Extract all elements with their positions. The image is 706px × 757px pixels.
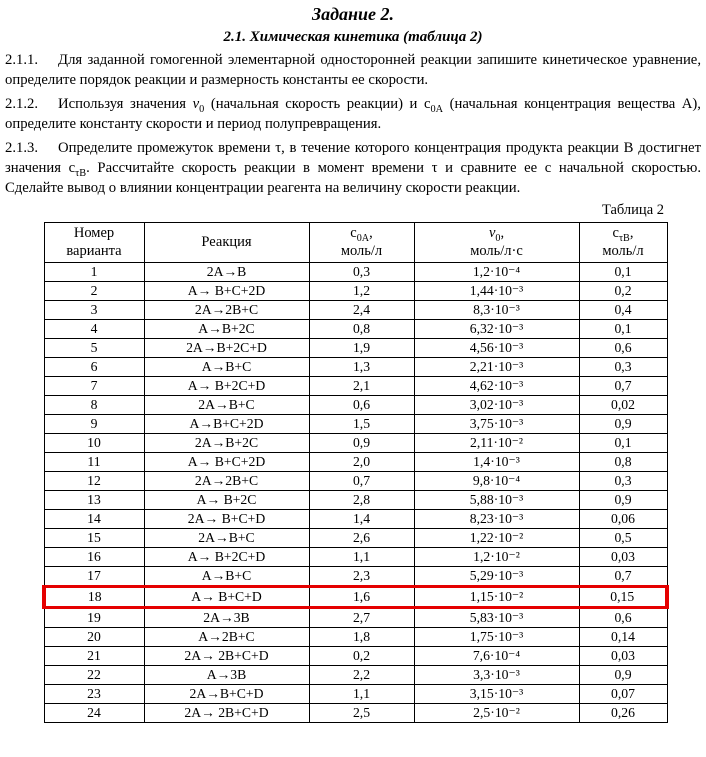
cell-ctb: 0,6 — [579, 608, 667, 628]
cell-c0a: 2,4 — [309, 301, 414, 320]
cell-ctb: 0,5 — [579, 529, 667, 548]
cell-ctb: 0,4 — [579, 301, 667, 320]
table-row — [44, 510, 667, 529]
cell-reaction: A→ B+C+D — [144, 587, 309, 608]
cell-v0: 1,4·10⁻³ — [414, 453, 579, 472]
cell-variant-number: 17 — [44, 567, 144, 587]
cell-ctb: 0,07 — [579, 685, 667, 704]
cell-reaction: 2A→2B+C — [144, 301, 309, 320]
table-row — [44, 301, 667, 320]
cell-v0: 7,6·10⁻⁴ — [414, 647, 579, 666]
cell-variant-number: 4 — [44, 320, 144, 339]
cell-c0a: 1,2 — [309, 282, 414, 301]
cell-variant-number: 5 — [44, 339, 144, 358]
cell-v0: 5,88·10⁻³ — [414, 491, 579, 510]
paragraph-2-1-3 — [5, 139, 701, 199]
cell-reaction: A→3B — [144, 666, 309, 685]
cell-c0a: 2,1 — [309, 377, 414, 396]
section-title: 2.1. Химическая кинетика (таблица 2) — [223, 28, 483, 45]
cell-c0a: 2,3 — [309, 567, 414, 587]
cell-variant-number: 18 — [44, 587, 144, 608]
cell-reaction: A→ B+2C+D — [144, 548, 309, 567]
cell-reaction: 2A→B+C — [144, 529, 309, 548]
col-header-v0-symbol: $v_0$, — [488, 224, 505, 244]
col-header-c0a — [309, 222, 414, 262]
cell-v0: 5,83·10⁻³ — [414, 608, 579, 628]
cell-variant-number: 15 — [44, 529, 144, 548]
table-row — [44, 647, 667, 666]
paragraph-2-1-2 — [5, 95, 701, 135]
table-row — [44, 628, 667, 647]
cell-c0a: 1,8 — [309, 628, 414, 647]
col-header-c0a-symbol: $c_{0A}$, — [350, 224, 373, 244]
table-row — [44, 282, 667, 301]
table-row — [44, 587, 667, 608]
table-row — [44, 608, 667, 628]
table-row — [44, 491, 667, 510]
cell-ctb: 0,1 — [579, 320, 667, 339]
cell-c0a: 2,0 — [309, 453, 414, 472]
cell-variant-number: 1 — [44, 263, 144, 282]
col-header-ctb-units: моль/л — [602, 242, 644, 259]
table-row — [44, 567, 667, 587]
cell-ctb: 0,14 — [579, 628, 667, 647]
cell-reaction: A→2B+C — [144, 628, 309, 647]
cell-variant-number: 9 — [44, 415, 144, 434]
table-row — [44, 472, 667, 491]
cell-reaction: 2A→2B+C — [144, 472, 309, 491]
doc-title: Задание 2. — [311, 4, 395, 24]
cell-variant-number: 24 — [44, 704, 144, 723]
paragraph-number: 2.1.3. — [5, 139, 39, 156]
cell-v0: 3,3·10⁻³ — [414, 666, 579, 685]
cell-variant-number: 3 — [44, 301, 144, 320]
table-body — [44, 263, 667, 723]
col-header-variant: Номер варианта — [44, 222, 144, 262]
cell-ctb: 0,7 — [579, 377, 667, 396]
cell-c0a: 1,4 — [309, 510, 414, 529]
paragraph-text: Используя значения $v_0$ (начальная скорость реакции) и $c_{0A}$ (начальная концентрация вещества A), определите константу скорости и период полупревращения. — [5, 95, 701, 132]
table-row — [44, 320, 667, 339]
cell-ctb: 0,15 — [579, 587, 667, 608]
cell-ctb: 0,7 — [579, 567, 667, 587]
cell-reaction: 2A→ 2B+C+D — [144, 647, 309, 666]
cell-reaction: A→ B+2C — [144, 491, 309, 510]
table-row — [44, 548, 667, 567]
table-row — [44, 704, 667, 723]
cell-v0: 6,32·10⁻³ — [414, 320, 579, 339]
cell-ctb: 0,3 — [579, 472, 667, 491]
cell-c0a: 1,6 — [309, 587, 414, 608]
cell-c0a: 2,5 — [309, 704, 414, 723]
cell-c0a: 1,9 — [309, 339, 414, 358]
cell-ctb: 0,2 — [579, 282, 667, 301]
paragraph-number: 2.1.2. — [5, 95, 39, 112]
cell-reaction: 2A→ 2B+C+D — [144, 704, 309, 723]
cell-ctb: 0,1 — [579, 434, 667, 453]
table-header-row — [44, 222, 667, 262]
cell-variant-number: 21 — [44, 647, 144, 666]
cell-variant-number: 13 — [44, 491, 144, 510]
cell-v0: 2,21·10⁻³ — [414, 358, 579, 377]
cell-c0a: 1,1 — [309, 548, 414, 567]
cell-c0a: 0,3 — [309, 263, 414, 282]
cell-ctb: 0,6 — [579, 339, 667, 358]
cell-c0a: 2,6 — [309, 529, 414, 548]
table-row — [44, 666, 667, 685]
cell-v0: 4,56·10⁻³ — [414, 339, 579, 358]
cell-c0a: 0,9 — [309, 434, 414, 453]
cell-v0: 8,3·10⁻³ — [414, 301, 579, 320]
cell-v0: 1,2·10⁻² — [414, 548, 579, 567]
table-row — [44, 339, 667, 358]
cell-v0: 1,15·10⁻² — [414, 587, 579, 608]
col-header-v0-units: моль/л·с — [470, 242, 523, 259]
cell-v0: 1,22·10⁻² — [414, 529, 579, 548]
table-row — [44, 434, 667, 453]
table-row — [44, 415, 667, 434]
table-row — [44, 685, 667, 704]
cell-ctb: 0,9 — [579, 415, 667, 434]
col-header-ctb — [579, 222, 667, 262]
cell-ctb: 0,26 — [579, 704, 667, 723]
cell-reaction: 2A→3B — [144, 608, 309, 628]
cell-reaction: A→ B+C+2D — [144, 282, 309, 301]
cell-c0a: 1,3 — [309, 358, 414, 377]
cell-variant-number: 11 — [44, 453, 144, 472]
cell-reaction: 2A→B — [144, 263, 309, 282]
paragraph-2-1-1 — [5, 51, 701, 91]
table-row — [44, 263, 667, 282]
cell-variant-number: 23 — [44, 685, 144, 704]
cell-ctb: 0,03 — [579, 647, 667, 666]
cell-variant-number: 19 — [44, 608, 144, 628]
cell-ctb: 0,06 — [579, 510, 667, 529]
cell-ctb: 0,1 — [579, 263, 667, 282]
table-row — [44, 377, 667, 396]
cell-v0: 1,44·10⁻³ — [414, 282, 579, 301]
cell-c0a: 2,8 — [309, 491, 414, 510]
cell-v0: 1,2·10⁻⁴ — [414, 263, 579, 282]
cell-c0a: 1,1 — [309, 685, 414, 704]
cell-variant-number: 16 — [44, 548, 144, 567]
cell-variant-number: 2 — [44, 282, 144, 301]
paragraph-number: 2.1.1. — [5, 51, 39, 68]
cell-reaction: A→B+2C — [144, 320, 309, 339]
kinetics-table — [42, 222, 669, 723]
cell-variant-number: 14 — [44, 510, 144, 529]
cell-ctb: 0,9 — [579, 666, 667, 685]
cell-reaction: 2A→B+C — [144, 396, 309, 415]
cell-ctb: 0,02 — [579, 396, 667, 415]
cell-reaction: 2A→B+2C — [144, 434, 309, 453]
cell-v0: 4,62·10⁻³ — [414, 377, 579, 396]
cell-ctb: 0,3 — [579, 358, 667, 377]
cell-c0a: 2,2 — [309, 666, 414, 685]
cell-variant-number: 7 — [44, 377, 144, 396]
col-header-v0 — [414, 222, 579, 262]
cell-reaction: A→ B+2C+D — [144, 377, 309, 396]
cell-c0a: 1,5 — [309, 415, 414, 434]
table-row — [44, 453, 667, 472]
cell-reaction: 2A→ B+C+D — [144, 510, 309, 529]
cell-v0: 8,23·10⁻³ — [414, 510, 579, 529]
cell-ctb: 0,9 — [579, 491, 667, 510]
paragraph-text: Определите промежуток времени τ, в течение которого концентрация продукта реакции B достигнет значения $c_{\tau B}$. Рассчитайте скорость реакции в момент времени τ и сравните ее с начальной скоростью. Сделайте вывод о влиянии концентрации реагента на величину скорости реакции. — [5, 139, 702, 196]
col-header-c0a-units: моль/л — [340, 242, 383, 259]
table-caption: Таблица 2 — [601, 202, 664, 219]
cell-reaction: A→B+C+2D — [144, 415, 309, 434]
cell-v0: 1,75·10⁻³ — [414, 628, 579, 647]
cell-variant-number: 10 — [44, 434, 144, 453]
cell-v0: 9,8·10⁻⁴ — [414, 472, 579, 491]
cell-ctb: 0,03 — [579, 548, 667, 567]
cell-c0a: 0,2 — [309, 647, 414, 666]
cell-reaction: A→B+C — [144, 358, 309, 377]
cell-c0a: 0,6 — [309, 396, 414, 415]
cell-c0a: 0,8 — [309, 320, 414, 339]
cell-reaction: A→ B+C+2D — [144, 453, 309, 472]
cell-variant-number: 12 — [44, 472, 144, 491]
paragraph-text: Для заданной гомогенной элементарной односторонней реакции запишите кинетическое уравнение, определите порядок реакции и размерность константы ее скорости. — [5, 51, 701, 88]
table-row — [44, 358, 667, 377]
cell-variant-number: 6 — [44, 358, 144, 377]
cell-ctb: 0,8 — [579, 453, 667, 472]
table-row — [44, 529, 667, 548]
col-header-ctb-symbol: $c_{\tau B}$, — [612, 224, 634, 244]
cell-variant-number: 8 — [44, 396, 144, 415]
table-row — [44, 396, 667, 415]
cell-v0: 3,75·10⁻³ — [414, 415, 579, 434]
cell-v0: 5,29·10⁻³ — [414, 567, 579, 587]
cell-v0: 3,02·10⁻³ — [414, 396, 579, 415]
cell-variant-number: 20 — [44, 628, 144, 647]
cell-reaction: 2A→B+2C+D — [144, 339, 309, 358]
cell-v0: 3,15·10⁻³ — [414, 685, 579, 704]
cell-reaction: 2A→B+C+D — [144, 685, 309, 704]
table-section — [42, 202, 665, 723]
cell-variant-number: 22 — [44, 666, 144, 685]
cell-reaction: A→B+C — [144, 567, 309, 587]
cell-c0a: 0,7 — [309, 472, 414, 491]
cell-v0: 2,11·10⁻² — [414, 434, 579, 453]
col-header-reaction: Реакция — [144, 222, 309, 262]
cell-v0: 2,5·10⁻² — [414, 704, 579, 723]
cell-c0a: 2,7 — [309, 608, 414, 628]
